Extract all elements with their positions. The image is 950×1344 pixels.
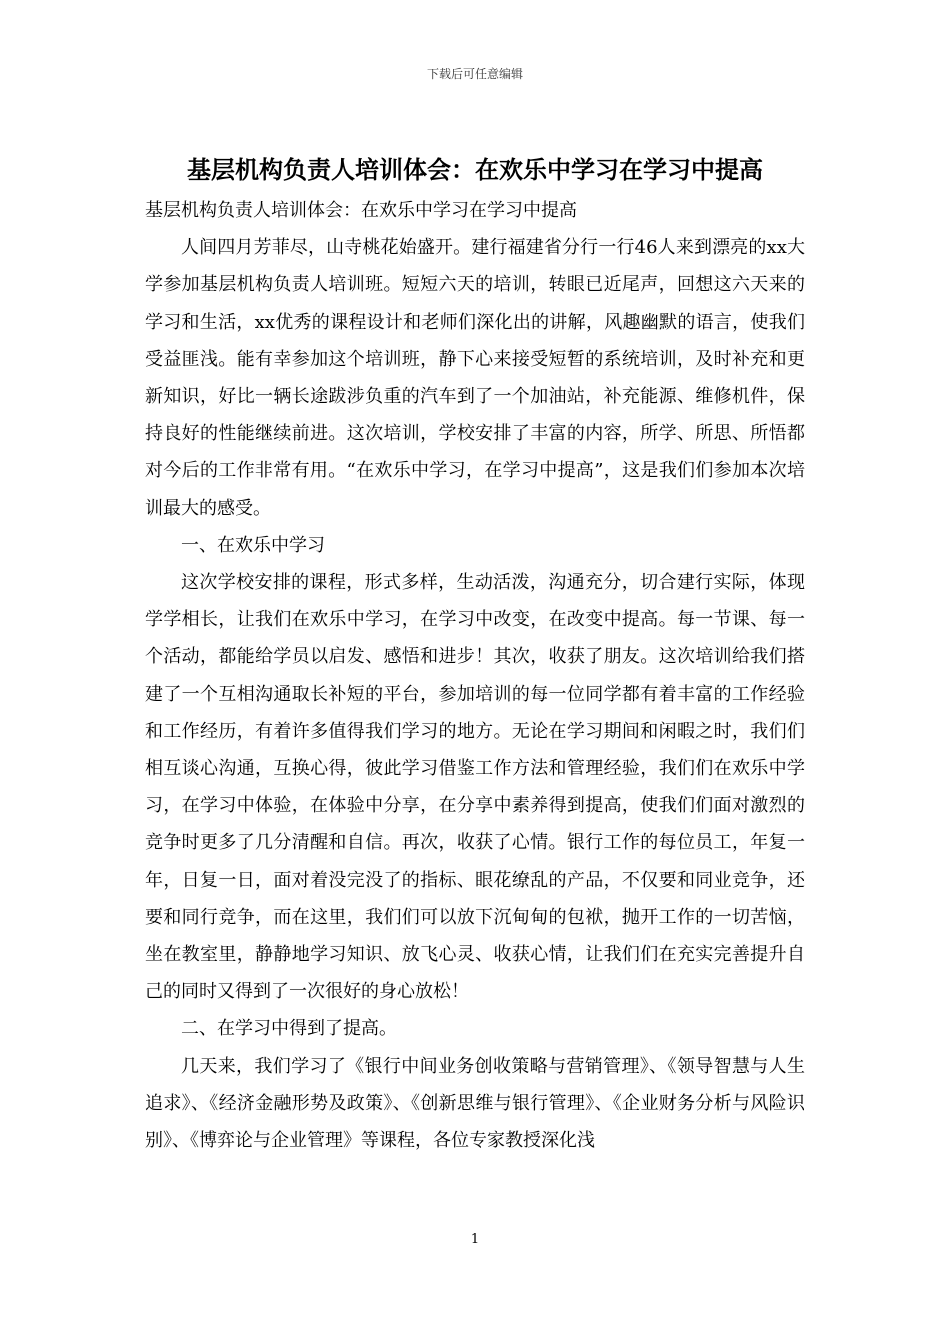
- document-subtitle: 基层机构负责人培训体会：在欢乐中学习在学习中提高: [145, 200, 577, 221]
- document-title: 基层机构负责人培训体会：在欢乐中学习在学习中提高: [187, 155, 763, 184]
- document-body: [145, 192, 805, 1159]
- page-number: 1: [470, 1232, 480, 1247]
- page-header-note: 下载后可任意编辑: [426, 67, 523, 81]
- section-heading-1: 一、在欢乐中学习: [181, 534, 325, 556]
- section-heading-2: 二、在学习中得到了提高。: [181, 1018, 397, 1040]
- paragraph-intro: 人间四月芳菲尽，山寺桃花始盛开。建行福建省分行一行46人来到漂亮的xx大学参加基层机构负责人培训班。短短六天的培训，转眼已近尾声，回想这六天来的学习和生活，xx优秀的课程设计和老师们深化出的讲解，风趣幽默的语言，使我们受益匪浅。能有幸参加这个培训班，静下心来接受短暂的系统培训，及时补充和更新知识，好比一辆长途跋涉负重的汽车到了一个加油站，补充能源、维修机件，保持良好的性能继续前进。这次培训，学校安排了丰富的内容，所学、所思、所悟都对今后的工作非常有用。“在欢乐中学习，在学习中提高”，这是我们们参加本次培训最大的感受。: [145, 237, 805, 519]
- paragraph-section-1: 这次学校安排的课程，形式多样，生动活泼，沟通充分，切合建行实际，体现学学相长，让我们在欢乐中学习，在学习中改变，在改变中提高。每一节课、每一个活动，都能给学员以启发、感悟和进步！其次，收获了朋友。这次培训给我们搭建了一个互相沟通取长补短的平台，参加培训的每一位同学都有着丰富的工作经验和工作经历，有着许多值得我们学习的地方。无论在学习期间和闲暇之时，我们们相互谈心沟通，互换心得，彼此学习借鉴工作方法和管理经验，我们们在欢乐中学习，在学习中体验，在体验中分享，在分享中素养得到提高，使我们们面对激烈的竞争时更多了几分清醒和自信。再次，收获了心情。银行工作的每位员工，年复一年，日复一日，面对着没完没了的指标、眼花缭乱的产品，不仅要和同业竞争，还要和同行竞争，而在这里，我们们可以放下沉甸甸的包袱，抛开工作的一切苦恼，坐在教室里，静静地学习知识、放飞心灵、收获心情，让我们们在充实完善提升自己的同时又得到了一次很好的身心放松！: [145, 572, 805, 1003]
- paragraph-section-2: 几天来，我们学习了《银行中间业务创收策略与营销管理》、《领导智慧与人生追求》、《经济金融形势及政策》、《创新思维与银行管理》、《企业财务分析与风险识别》、《博弈论与企业管理》等课程，各位专家教授深化浅: [145, 1055, 805, 1152]
